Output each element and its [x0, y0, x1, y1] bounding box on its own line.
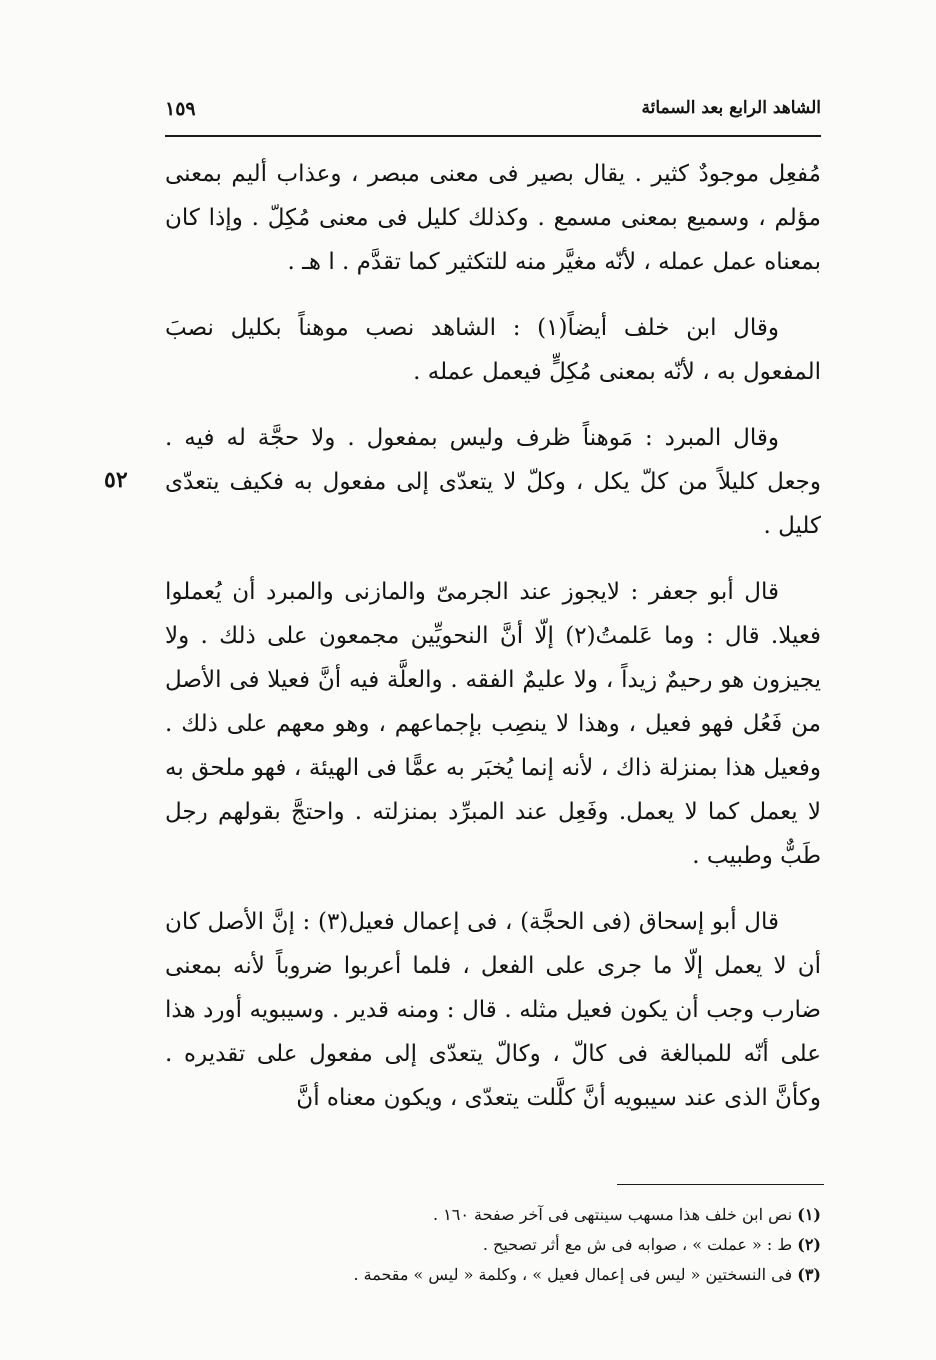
footnote — [300, 1230, 821, 1260]
footnote-mark: (٢) — [797, 1235, 821, 1254]
paragraph: وقال ابن خلف أيضاً(١) : الشاهد نصب موهناً بكليل نصبَ المفعول به ، لأنّه بمعنى مُكِلٍّ فيعمل عمله . — [165, 315, 821, 385]
paragraph: قال أبو جعفر : لايجوز عند الجرمىّ والمازنى والمبرد أن يُعملوا فعيلا. قال : وما عَلمتُ(٢) إلّا أنَّ النحويِّين مجمعون على ذلك . ولا يجيزون هو رحيمٌ زيداً ، ولا عليمٌ الفقه . والعلَّة فيه أنَّ فعيلا فى الأصل من فَعُل فهو فعيل ، وهذا لا ينصِب بإجماعهم ، وهو معهم على ذلك . وفعيل هذا بمنزلة ذاك ، لأنه إنما يُخبَر به عمًّا فى الهيئة ، فهو ملحق به لا يعمل كما لا يعمل. وفَعِل عند المبرِّد بمنزلته . واحتجَّ بقولهم رجل طَبٌّ وطبيب . — [165, 579, 821, 869]
page-body — [165, 152, 821, 1120]
paragraph: وقال المبرد : مَوهناً ظرف وليس بمفعول . ولا حجَّة له فيه . وجعل كليلاً من كلّ يكل ، وكلّ لا يتعدّى إلى مفعول به فكيف يتعدّى كليل . — [165, 425, 821, 539]
page-header — [165, 96, 821, 134]
paragraph: مُفعِل موجودٌ كثير . يقال بصير فى معنى مبصر ، وعذاب أليم بمعنى مؤلم ، وسميع بمعنى مسمع . وكذلك كليل فى معنى مُكِلّ . وإذا كان بمعناه عمل عمله ، لأنّه مغيَّر منه للتكثير كما تقدَّم . ا هـ . — [165, 161, 821, 275]
footnotes — [300, 1200, 821, 1290]
footnote — [300, 1200, 821, 1230]
footnote-mark: (٣) — [797, 1265, 821, 1284]
running-title: الشاهد الرابع بعد السمائة — [641, 98, 821, 118]
footnote-divider — [617, 1184, 824, 1185]
footnote-text: ط : « عملت » ، صوابه فى ش مع أثر تصحيح . — [482, 1235, 793, 1254]
margin-number: ٥٢ — [104, 467, 128, 493]
footnote-text: نص ابن خلف هذا مسهب سينتهى فى آخر صفحة ١٦٠ . — [433, 1205, 793, 1224]
footnote-mark: (١) — [797, 1205, 821, 1224]
footnote — [300, 1260, 821, 1290]
paragraph: قال أبو إسحاق (فى الحجَّة) ، فى إعمال فعيل(٣) : إنَّ الأصل كان أن لا يعمل إلّا ما جرى على الفعل ، فلما أعربوا ضروباً لأنه بمعنى ضارب وجب أن يكون فعيل مثله . قال : ومنه قدير . وسيبويه أورد هذا على أنّه للمبالغة فى كالّ ، وكالّ يتعدّى إلى مفعول على تقديره . وكأنَّ الذى عند سيبويه أنَّ كلَّلت يتعدّى ، ويكون معناه أنَّ — [165, 909, 821, 1111]
header-divider — [165, 135, 821, 137]
page-number: ١٥٩ — [165, 98, 196, 120]
footnote-text: فى النسختين « ليس فى إعمال فعيل » ، وكلمة « ليس » مقحمة . — [353, 1265, 793, 1284]
